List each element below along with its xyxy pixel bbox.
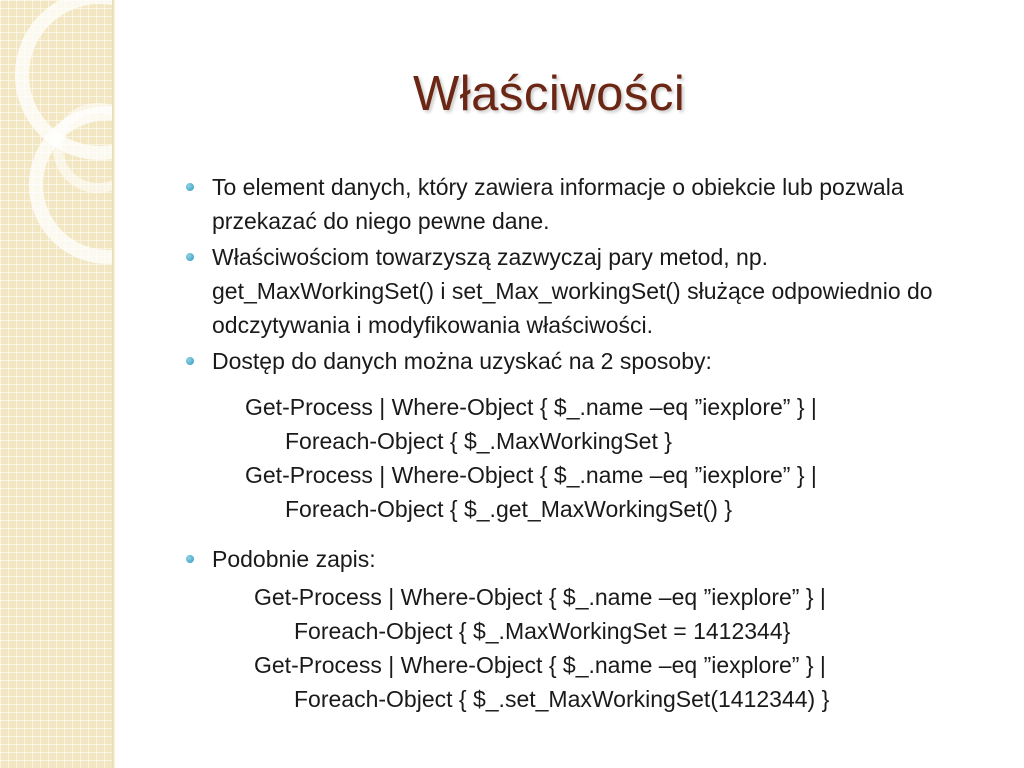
bullet-text: Właściwościom towarzyszą zazwyczaj pary metod, np. get_MaxWorkingSet() i set_Max_workingSet() służące odpowiednio do odczytywania i modyfikowania właściwości. — [212, 244, 933, 338]
code-line: Get-Process | Where-Object { $_.name –eq ”iexplore” } | — [245, 462, 817, 488]
bullet-dot-icon — [186, 253, 194, 261]
bullet-dot-icon — [186, 555, 194, 563]
bullet-item — [184, 240, 984, 342]
code-line: Foreach-Object { $_.MaxWorkingSet } — [285, 428, 672, 454]
bullet-text: Podobnie zapis: — [212, 546, 376, 572]
code-line: Foreach-Object { $_.set_MaxWorkingSet(1412344) } — [294, 686, 830, 712]
code-line: Foreach-Object { $_.get_MaxWorkingSet() } — [285, 496, 733, 522]
code-line: Foreach-Object { $_.MaxWorkingSet = 1412344} — [294, 618, 791, 644]
bullet-dot-icon — [186, 357, 194, 365]
bullet-item — [184, 344, 984, 378]
decorative-circles — [0, 0, 112, 768]
code-block-read — [245, 390, 984, 526]
code-line: Get-Process | Where-Object { $_.name –eq ”iexplore” } | — [245, 394, 817, 420]
code-line: Get-Process | Where-Object { $_.name –eq ”iexplore” } | — [254, 584, 826, 610]
slide-title: Właściwości — [413, 67, 686, 121]
bullet-dot-icon — [186, 183, 194, 191]
bullet-item — [184, 542, 984, 576]
bullet-text: To element danych, który zawiera informacje o obiekcie lub pozwala przekazać do niego pewne dane. — [212, 174, 904, 234]
code-line: Get-Process | Where-Object { $_.name –eq ”iexplore” } | — [254, 652, 826, 678]
code-block-write — [254, 580, 984, 716]
slide-content — [184, 170, 984, 716]
bullet-text: Dostęp do danych można uzyskać na 2 sposoby: — [212, 348, 712, 374]
sidebar-edge — [112, 0, 115, 768]
bullet-item — [184, 170, 984, 238]
decorative-sidebar — [0, 0, 112, 768]
